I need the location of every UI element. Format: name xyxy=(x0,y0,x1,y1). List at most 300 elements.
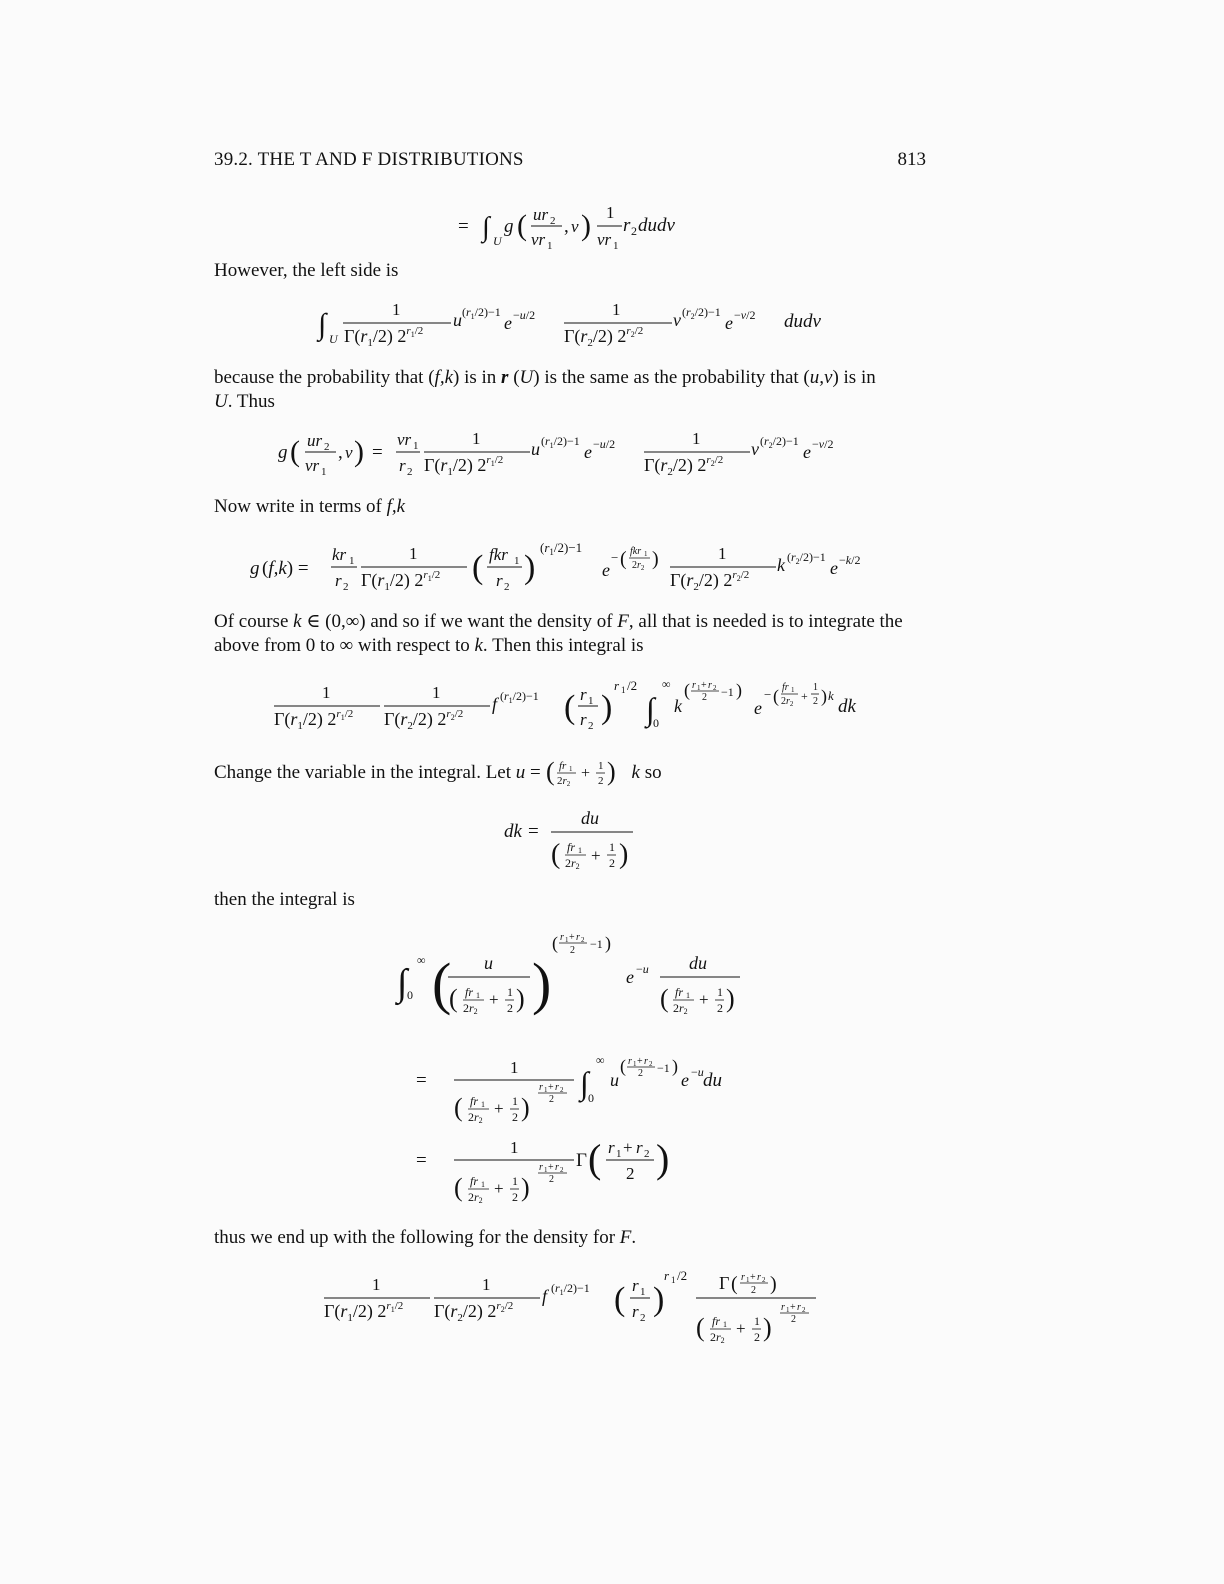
equation-7-graphic xyxy=(214,925,926,1020)
svg-text:(: ( xyxy=(564,689,576,726)
svg-text:vr: vr xyxy=(305,456,320,475)
svg-text:1: 1 xyxy=(544,1166,548,1174)
equation-8 xyxy=(214,1048,926,1125)
svg-text:du: du xyxy=(689,953,707,973)
paragraph-of-course xyxy=(214,610,926,658)
svg-text:fr: fr xyxy=(712,1314,721,1328)
svg-text:−1: −1 xyxy=(590,937,603,951)
svg-text:+: + xyxy=(801,689,808,703)
svg-text:2: 2 xyxy=(581,936,585,944)
svg-text:fr: fr xyxy=(470,1174,479,1188)
svg-text:1: 1 xyxy=(813,682,818,693)
math-inline: f,k xyxy=(386,496,406,517)
svg-text:0: 0 xyxy=(407,988,413,1002)
svg-text:1: 1 xyxy=(612,300,621,319)
text-run: . xyxy=(631,1227,637,1248)
svg-text:e: e xyxy=(584,442,592,462)
svg-text:Γ(r1/2) 2r1/2: $\Gamma(r_1/2)$ 2$^r$1/2 xyxy=(324,1300,404,1324)
svg-text:2: 2 xyxy=(549,1094,554,1105)
svg-text:(: ( xyxy=(454,1093,463,1122)
svg-text:dudv: dudv xyxy=(638,215,675,236)
svg-text:+: + xyxy=(699,990,709,1009)
svg-text:1: 1 xyxy=(321,466,327,478)
svg-text:1: 1 xyxy=(413,440,419,452)
svg-text:Γ: Γ xyxy=(576,1150,587,1171)
svg-text:): ) xyxy=(581,209,591,242)
svg-text:/2: /2 xyxy=(677,1268,688,1283)
svg-text:1: 1 xyxy=(472,429,481,448)
svg-text:2: 2 xyxy=(570,945,575,956)
paragraph-terms xyxy=(214,495,926,519)
math-inline: f,k xyxy=(434,367,454,388)
text-run: ) is the same as the probability that ( xyxy=(533,367,810,388)
svg-text:1: 1 xyxy=(481,1180,485,1189)
svg-text:2: 2 xyxy=(626,1164,635,1183)
svg-text:e: e xyxy=(754,698,762,718)
svg-text:+: + xyxy=(591,846,601,865)
text-run: ) is in xyxy=(453,367,502,388)
paragraph-text: However, the left side is xyxy=(214,260,399,281)
svg-text:2r2: 2r2 xyxy=(673,1001,688,1016)
svg-text:du: du xyxy=(703,1070,722,1091)
svg-text:(r2/2)−1: $(r_2/2)-1$ xyxy=(760,434,799,450)
paragraph-left-side xyxy=(214,259,926,283)
svg-text:2: 2 xyxy=(550,215,556,227)
svg-text:1: 1 xyxy=(568,765,572,773)
svg-text:r: r xyxy=(614,678,620,693)
svg-text:∫: ∫ xyxy=(482,212,490,243)
svg-text:(: ( xyxy=(290,435,300,468)
svg-text:Γ(r2/2) 2r2/2: $\Gamma(r_2/2)$ 2$^r$2/2 xyxy=(384,708,464,732)
svg-text:(f,k) =: (f,k) = xyxy=(262,558,309,579)
svg-text:2: 2 xyxy=(512,1110,518,1124)
svg-text:1: 1 xyxy=(507,985,513,999)
svg-text:1: 1 xyxy=(481,1100,485,1109)
svg-text:r: r xyxy=(580,710,587,729)
svg-text:): ) xyxy=(653,1281,665,1318)
svg-text:1: 1 xyxy=(613,240,619,252)
svg-text:(r1/2)−1: $(r_1/2)-1$ xyxy=(551,1281,590,1297)
svg-text:1: 1 xyxy=(322,683,331,702)
svg-text:): ) xyxy=(672,1056,678,1076)
svg-text:1: 1 xyxy=(476,991,480,1000)
svg-text:(r1/2)−1: $(r_1/2)-1$ xyxy=(462,305,501,321)
svg-text:1: 1 xyxy=(606,203,615,222)
svg-text:r: r xyxy=(644,1056,648,1067)
svg-text:1: 1 xyxy=(597,760,603,772)
svg-text:1: 1 xyxy=(697,684,701,692)
svg-text:2: 2 xyxy=(324,441,330,453)
svg-text:1: 1 xyxy=(616,1148,622,1160)
text-run: . Then this integral is xyxy=(482,635,644,656)
svg-text:(: ( xyxy=(432,951,452,1016)
svg-text:∫: ∫ xyxy=(318,308,327,341)
svg-text:2: 2 xyxy=(717,1001,723,1015)
svg-text:(r1/2)−1: $(r_1/2)-1$ xyxy=(541,434,580,450)
svg-text:r: r xyxy=(692,680,696,691)
math-inline: u xyxy=(515,762,526,783)
svg-text:k: k xyxy=(777,555,785,575)
svg-text:,: , xyxy=(338,442,343,463)
svg-text:(: ( xyxy=(684,680,690,700)
svg-text:1: 1 xyxy=(786,1306,790,1314)
svg-text:r: r xyxy=(335,571,342,590)
svg-text:=: = xyxy=(458,216,469,237)
svg-text:+: + xyxy=(548,1082,554,1093)
svg-text:+: + xyxy=(494,1099,504,1118)
svg-text:+: + xyxy=(580,765,590,782)
equation-4-graphic xyxy=(214,530,926,600)
svg-text:): ) xyxy=(821,686,827,706)
svg-text:=: = xyxy=(416,1150,427,1171)
svg-text:e: e xyxy=(504,313,512,333)
svg-text:1: 1 xyxy=(510,1058,519,1077)
svg-text:(: ( xyxy=(588,1136,602,1181)
svg-text:−v/2: −v/2 xyxy=(734,308,756,322)
equation-2 xyxy=(214,292,926,349)
text-run: ) is in xyxy=(832,367,876,388)
math-inline: u,v xyxy=(809,367,833,388)
svg-text:r: r xyxy=(741,1272,745,1283)
svg-text:(r1/2)−1: $(r_1/2)-1$ xyxy=(540,540,583,557)
svg-text:Γ(r2/2) 2r2/2: $\Gamma(r_2/2)$ 2$^r$2/2 xyxy=(434,1300,514,1324)
svg-text:fr: fr xyxy=(558,760,566,772)
svg-text:e: e xyxy=(681,1070,689,1090)
svg-text:v: v xyxy=(751,439,759,459)
svg-text:1: 1 xyxy=(432,683,441,702)
svg-text:∞: ∞ xyxy=(596,1053,605,1067)
text-run: because the probability that ( xyxy=(214,367,435,388)
svg-text:1: 1 xyxy=(547,240,553,252)
equation-6-graphic xyxy=(214,802,926,877)
svg-text:2r2: 2r2 xyxy=(463,1001,478,1016)
svg-text:∫: ∫ xyxy=(397,962,408,1004)
paragraph-thus-density xyxy=(214,1226,926,1250)
svg-text:1: 1 xyxy=(633,1060,637,1068)
svg-text:): ) xyxy=(521,1093,530,1122)
svg-text:∞: ∞ xyxy=(662,677,671,691)
svg-text:(: ( xyxy=(696,1313,705,1342)
svg-text:1: 1 xyxy=(791,686,795,694)
svg-text:k: k xyxy=(674,696,682,716)
svg-text:r: r xyxy=(560,932,564,943)
svg-text:2r2: $2r_2$ xyxy=(781,696,794,708)
svg-text:): ) xyxy=(726,984,735,1013)
svg-text:2: 2 xyxy=(649,1060,653,1068)
svg-text:fkr: fkr xyxy=(630,546,642,557)
svg-text:fr: fr xyxy=(470,1094,479,1108)
math-inline: F xyxy=(617,611,629,632)
svg-text:u: u xyxy=(610,1070,619,1090)
svg-text:2: 2 xyxy=(802,1306,806,1314)
svg-text:g: g xyxy=(250,558,260,579)
svg-text:Γ(r2/2) 2r2/2: $\Gamma(r_2/2)$ 2$^r$2/2 xyxy=(644,454,724,478)
svg-text:r: r xyxy=(555,1082,559,1093)
svg-text:=: = xyxy=(528,821,539,842)
svg-text:+: + xyxy=(623,1138,633,1157)
math-inline: U xyxy=(519,367,534,388)
svg-text:1: 1 xyxy=(723,1320,727,1329)
svg-text:U: U xyxy=(493,234,502,248)
svg-text:(: ( xyxy=(472,549,484,586)
svg-text:ur: ur xyxy=(533,205,549,224)
svg-text:u: u xyxy=(484,953,493,973)
svg-text:∞: ∞ xyxy=(417,953,426,967)
svg-text:−1: −1 xyxy=(657,1061,670,1075)
svg-text:2: 2 xyxy=(588,720,594,732)
svg-text:2: 2 xyxy=(407,466,413,478)
svg-text:e: e xyxy=(626,967,634,987)
svg-text:1: 1 xyxy=(609,840,615,854)
svg-text:1: 1 xyxy=(718,544,727,563)
svg-text:r: r xyxy=(708,680,712,691)
svg-text:1: 1 xyxy=(692,429,701,448)
svg-text:1: 1 xyxy=(372,1275,381,1294)
svg-text:2: 2 xyxy=(631,224,637,238)
svg-text:2: 2 xyxy=(343,581,349,593)
svg-text:2: 2 xyxy=(609,856,615,870)
svg-text:): ) xyxy=(763,1313,772,1342)
svg-text:2: 2 xyxy=(549,1174,554,1185)
svg-text:): ) xyxy=(516,984,525,1013)
section-title: 39.2. THE T AND F DISTRIBUTIONS xyxy=(214,149,524,170)
svg-text:1: 1 xyxy=(565,936,569,944)
svg-text:/2: /2 xyxy=(627,678,638,693)
svg-text:(: ( xyxy=(773,686,779,706)
svg-text:+: + xyxy=(548,1162,554,1173)
svg-text:2: 2 xyxy=(504,581,510,593)
text-run: , all that is needed is to integrate the xyxy=(628,611,903,632)
svg-text:+: + xyxy=(750,1272,756,1283)
svg-text:1: 1 xyxy=(640,1286,646,1298)
svg-text:u: u xyxy=(531,439,540,459)
svg-text:−k/2: −k/2 xyxy=(839,553,861,567)
svg-text:=: = xyxy=(416,1070,427,1091)
svg-text:2r2: 2r2 xyxy=(710,1330,725,1345)
svg-text:): ) xyxy=(605,933,611,953)
svg-text:e: e xyxy=(803,442,811,462)
svg-text:r: r xyxy=(781,1302,785,1313)
equation-3 xyxy=(214,420,926,478)
svg-text:2: 2 xyxy=(754,1330,760,1344)
svg-text:): ) xyxy=(656,1136,670,1181)
svg-text:1: 1 xyxy=(754,1314,760,1328)
svg-text:f: f xyxy=(542,1286,548,1306)
svg-text:2r2: 2r2 xyxy=(556,775,570,787)
svg-text:(: ( xyxy=(449,984,458,1013)
svg-text:e: e xyxy=(602,560,610,580)
text-run: then the integral is xyxy=(214,889,355,910)
svg-text:1: 1 xyxy=(588,695,594,707)
svg-text:Γ(r2/2) 2r2/2: $\Gamma(r_2/2)$ 2$^r$2/2 xyxy=(564,325,644,349)
svg-text:): ) xyxy=(532,951,552,1016)
svg-text:r: r xyxy=(576,932,580,943)
equation-5 xyxy=(214,672,926,732)
svg-text:U: U xyxy=(329,332,338,346)
svg-text:1: 1 xyxy=(510,1138,519,1157)
svg-text:): ) xyxy=(736,680,742,700)
svg-text:2: 2 xyxy=(791,1314,796,1325)
svg-text:1: 1 xyxy=(671,1275,676,1285)
svg-text:f: f xyxy=(492,694,498,714)
document-page xyxy=(214,0,926,1584)
svg-text:−: − xyxy=(764,687,772,702)
svg-text:−u: −u xyxy=(636,962,649,976)
svg-text:1: 1 xyxy=(686,991,690,1000)
svg-text:): ) xyxy=(524,549,536,586)
equation-4 xyxy=(214,530,926,593)
svg-text:r: r xyxy=(797,1302,801,1313)
svg-text:−1: −1 xyxy=(721,685,734,699)
svg-text:1: 1 xyxy=(392,300,401,319)
svg-text:r: r xyxy=(632,1276,639,1295)
svg-text:1: 1 xyxy=(621,685,626,695)
text-run: thus we end up with the following for the density for xyxy=(214,1227,620,1248)
svg-text:e: e xyxy=(830,558,838,578)
svg-text:): ) xyxy=(354,435,364,468)
svg-text:dk: dk xyxy=(504,821,522,842)
svg-text:2: 2 xyxy=(512,1190,518,1204)
svg-text:r: r xyxy=(399,456,406,475)
svg-text:0: 0 xyxy=(588,1091,594,1105)
svg-text:0: 0 xyxy=(653,716,659,730)
equation-9 xyxy=(214,1128,926,1205)
svg-text:+: + xyxy=(494,1179,504,1198)
svg-text:r: r xyxy=(628,1056,632,1067)
svg-text:+: + xyxy=(569,932,575,943)
svg-text:−u: −u xyxy=(691,1065,704,1079)
svg-text:+: + xyxy=(637,1056,643,1067)
svg-text:2: 2 xyxy=(597,775,603,787)
svg-text:r: r xyxy=(632,1302,639,1321)
svg-text:r: r xyxy=(580,685,587,704)
svg-text:Γ(r1/2) 2r1/2: $\Gamma(r_1/2)$ 2$^r$1/2 xyxy=(344,325,424,349)
inline-fraction xyxy=(546,757,632,787)
text-run: ∈ (0,∞) and so if we want the density of xyxy=(301,611,618,632)
svg-text:r: r xyxy=(623,215,631,236)
svg-text:): ) xyxy=(606,757,616,786)
svg-text:(: ( xyxy=(454,1173,463,1202)
svg-text:r: r xyxy=(664,1268,670,1283)
svg-text:g: g xyxy=(278,442,288,463)
svg-text:v: v xyxy=(571,217,579,236)
math-inline: k xyxy=(631,762,640,783)
svg-text:vr: vr xyxy=(397,430,412,449)
svg-text:1: 1 xyxy=(512,1174,518,1188)
svg-text:r: r xyxy=(539,1162,543,1173)
svg-text:vr: vr xyxy=(531,230,546,249)
math-inline: k xyxy=(474,635,483,656)
svg-text:1: 1 xyxy=(544,1086,548,1094)
svg-text:r: r xyxy=(496,571,503,590)
svg-text:g: g xyxy=(504,216,514,237)
svg-text:∫: ∫ xyxy=(580,1065,589,1101)
svg-text:1: 1 xyxy=(409,544,418,563)
equation-9-graphic xyxy=(214,1128,926,1213)
svg-text:dudv: dudv xyxy=(784,311,821,332)
paragraph-change-variable xyxy=(214,757,926,787)
text-run: ( xyxy=(508,367,520,388)
svg-text:2: 2 xyxy=(751,1285,756,1296)
text-run: Now write in terms of xyxy=(214,496,387,517)
equation-3-graphic xyxy=(214,420,926,480)
svg-text:(: ( xyxy=(614,1281,626,1318)
svg-text:Γ(r1/2) 2r1/2: $\Gamma(r_1/2)$ 2$^r$1/2 xyxy=(274,708,354,732)
svg-text:r: r xyxy=(636,1138,643,1157)
math-inline: F xyxy=(619,1227,632,1248)
svg-text:(: ( xyxy=(620,548,627,570)
equation-2-graphic xyxy=(214,292,926,352)
svg-text:r: r xyxy=(555,1162,559,1173)
svg-text:fr: fr xyxy=(675,985,684,999)
svg-text:(: ( xyxy=(552,933,558,953)
svg-text:2: 2 xyxy=(640,1312,646,1324)
text-run: Of course xyxy=(214,611,294,632)
svg-text:kr: kr xyxy=(332,545,347,564)
svg-text:(: ( xyxy=(551,839,561,870)
svg-text:2r2: 2r2 xyxy=(468,1190,483,1205)
svg-text:fkr: fkr xyxy=(489,545,508,564)
text-run: . Thus xyxy=(227,391,275,412)
svg-text:2r2: 2r2 xyxy=(565,856,580,871)
svg-text:(: ( xyxy=(660,984,669,1013)
svg-text:vr: vr xyxy=(597,230,612,249)
svg-text:1: 1 xyxy=(512,1094,518,1108)
text-run: = xyxy=(525,762,541,783)
svg-text:2r2: $2r_2$ xyxy=(632,560,645,572)
svg-text:1: 1 xyxy=(482,1275,491,1294)
svg-text:du: du xyxy=(581,808,599,828)
equation-10 xyxy=(214,1262,926,1345)
svg-text:1: 1 xyxy=(578,846,582,855)
svg-text:−u/2: −u/2 xyxy=(513,308,536,322)
svg-text:−v/2: −v/2 xyxy=(812,437,834,451)
svg-text:2: 2 xyxy=(813,696,818,707)
svg-text:1: 1 xyxy=(717,985,723,999)
svg-text:ur: ur xyxy=(307,431,323,450)
svg-text:fr: fr xyxy=(465,985,474,999)
svg-text:2: 2 xyxy=(507,1001,513,1015)
svg-text:): ) xyxy=(770,1273,777,1295)
svg-text:r: r xyxy=(757,1272,761,1283)
svg-text:2: 2 xyxy=(638,1068,643,1079)
text-run: so xyxy=(639,762,662,783)
svg-text:(: ( xyxy=(545,757,555,786)
svg-text:Γ: Γ xyxy=(719,1273,730,1293)
svg-text:,: , xyxy=(564,216,569,237)
svg-text:r: r xyxy=(608,1138,615,1157)
svg-text:1: 1 xyxy=(514,555,520,567)
equation-7 xyxy=(214,925,926,1016)
svg-text:=: = xyxy=(372,442,383,463)
page-number: 813 xyxy=(897,149,926,170)
svg-text:Γ(r1/2) 2r1/2: $\Gamma(r_1/2)$ 2$^r$1/2 xyxy=(424,454,504,478)
svg-text:(r1/2)−1: $(r_1/2)-1$ xyxy=(500,689,539,705)
svg-text:): ) xyxy=(601,689,613,726)
svg-text:fr: fr xyxy=(782,682,789,693)
paragraph-then-integral xyxy=(214,888,926,912)
equation-5-graphic xyxy=(214,672,926,742)
svg-text:2: 2 xyxy=(713,684,717,692)
svg-text:r: r xyxy=(539,1082,543,1093)
svg-text:(: ( xyxy=(620,1056,626,1076)
svg-text:fr: fr xyxy=(567,840,576,854)
svg-text:+: + xyxy=(790,1302,796,1313)
svg-text:): ) xyxy=(652,548,659,570)
math-inline: k xyxy=(293,611,302,632)
equation-10-graphic xyxy=(214,1262,926,1352)
svg-text:u: u xyxy=(453,310,462,330)
